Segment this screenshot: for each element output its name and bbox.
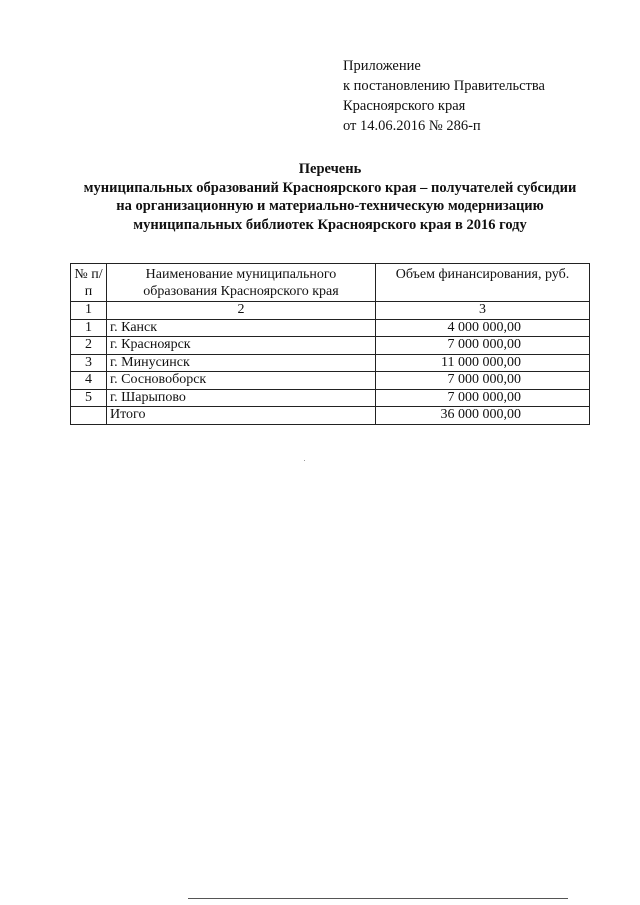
header-amount: Объем финансирования, руб. (376, 264, 590, 302)
heading-line: муниципальных библиотек Красноярского края в 2016 году (133, 216, 527, 233)
heading-line: на организационную и материально-техническую модернизацию (116, 198, 544, 214)
row-name: г. Шарыпово (107, 389, 376, 407)
row-amount: 7 000 000,00 (376, 337, 590, 355)
table-row (71, 372, 590, 390)
table-total-row (71, 407, 590, 425)
row-name: г. Красноярск (107, 337, 376, 355)
total-label: Итого (107, 407, 376, 425)
total-num (71, 407, 107, 425)
appendix-block (343, 56, 545, 136)
row-num: 1 (71, 319, 107, 337)
row-amount: 11 000 000,00 (376, 354, 590, 372)
header-name: Наименование муниципального образования Красноярского края (107, 264, 376, 302)
row-name: г. Канск (107, 319, 376, 337)
heading-title: Перечень (298, 161, 362, 177)
total-amount: 36 000 000,00 (376, 407, 590, 425)
row-num: 2 (71, 337, 107, 355)
heading-line: муниципальных образований Красноярского края – получателей субсидии (83, 179, 577, 196)
appendix-line: Красноярского края (343, 98, 466, 114)
document-heading (40, 160, 620, 234)
row-num: 4 (71, 372, 107, 390)
header-num: № п/п (71, 264, 107, 302)
bottom-scan-line (188, 898, 568, 899)
appendix-line: к постановлению Правительства (343, 78, 545, 94)
table-index-row (71, 302, 590, 320)
recipients-table (70, 263, 590, 425)
row-amount: 7 000 000,00 (376, 372, 590, 390)
row-name: г. Сосновоборск (107, 372, 376, 390)
row-num: 3 (71, 354, 107, 372)
scan-speck (304, 460, 305, 461)
index-cell: 1 (71, 302, 107, 320)
table-row (71, 389, 590, 407)
row-amount: 4 000 000,00 (376, 319, 590, 337)
appendix-line: от 14.06.2016 № 286-п (343, 118, 481, 134)
table-row (71, 337, 590, 355)
table-header-row (71, 264, 590, 302)
row-amount: 7 000 000,00 (376, 389, 590, 407)
row-name: г. Минусинск (107, 354, 376, 372)
table-row (71, 319, 590, 337)
index-cell: 2 (107, 302, 376, 320)
index-cell: 3 (376, 302, 590, 320)
row-num: 5 (71, 389, 107, 407)
table-row (71, 354, 590, 372)
appendix-line: Приложение (343, 58, 421, 74)
